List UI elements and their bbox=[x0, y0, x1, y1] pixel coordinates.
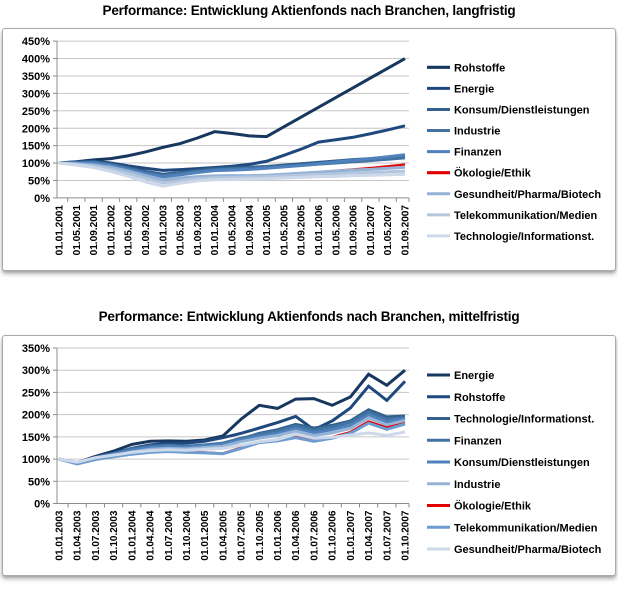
y-tick-label: 350% bbox=[21, 343, 50, 355]
legend-item-gesundheit-pharma-biotech bbox=[427, 544, 602, 556]
x-tick-label: 01.05.2002 bbox=[123, 204, 135, 256]
legend-item-energie bbox=[427, 83, 494, 95]
x-tick-label: 01.04.2004 bbox=[145, 510, 157, 561]
legend-item-finanzen bbox=[427, 435, 502, 447]
legend bbox=[427, 370, 602, 556]
legend-label: Telekommunikation/Medien bbox=[454, 209, 598, 222]
legend-label: Finanzen bbox=[454, 435, 502, 448]
x-tick-label: 01.07.2004 bbox=[163, 510, 175, 561]
y-tick-label: 300% bbox=[21, 365, 50, 378]
x-tick-label: 01.09.2007 bbox=[400, 204, 412, 256]
x-tick-label: 01.09.2003 bbox=[192, 204, 204, 256]
line-chart-langfristig bbox=[3, 29, 615, 270]
legend-label: Telekommunikation/Medien bbox=[454, 522, 598, 535]
legend-label: Ökologie/Ethik bbox=[454, 500, 532, 513]
legend-label: Konsum/Dienstleistungen bbox=[454, 104, 590, 117]
legend-item-oekologie-ethik bbox=[427, 167, 532, 180]
legend-label: Gesundheit/Pharma/Biotech bbox=[454, 544, 602, 556]
legend-label: Rohstoffe bbox=[454, 62, 506, 75]
legend-item-technologie-informationst bbox=[427, 414, 594, 426]
y-tick-label: 100% bbox=[21, 158, 50, 171]
y-tick-label: 450% bbox=[21, 36, 50, 49]
y-tick-label: 300% bbox=[21, 88, 50, 101]
x-tick-label: 01.01.2005 bbox=[262, 204, 274, 256]
legend-item-konsum-dienstleistungen bbox=[427, 457, 590, 469]
x-tick-label: 01.09.2004 bbox=[244, 204, 256, 256]
x-tick-label: 01.09.2001 bbox=[89, 204, 101, 256]
legend-item-industrie bbox=[427, 479, 500, 491]
x-tick-label: 01.10.2004 bbox=[182, 510, 193, 561]
legend-item-gesundheit-pharma-biotech bbox=[427, 189, 601, 201]
x-tick-label: 01.04.2003 bbox=[72, 510, 84, 561]
x-tick-label: 01.05.2006 bbox=[331, 204, 343, 256]
x-tick-label: 01.01.2006 bbox=[273, 510, 284, 561]
legend-item-konsum-dienstleistungen bbox=[427, 104, 590, 116]
legend-label: Technologie/Informationst. bbox=[454, 230, 595, 243]
y-tick-label: 100% bbox=[21, 454, 50, 467]
x-tick-label: 01.01.2002 bbox=[106, 204, 118, 256]
chart-title-mittelfristig: Performance: Entwicklung Aktienfonds nach Branchen, mittelfristig bbox=[98, 309, 520, 324]
y-tick-label: 200% bbox=[21, 123, 50, 136]
x-tick-label: 01.01.2003 bbox=[158, 204, 170, 256]
legend-item-industrie bbox=[427, 126, 500, 138]
x-tick-label: 01.07.2003 bbox=[90, 510, 102, 561]
x-tick-label: 01.01.2004 bbox=[210, 204, 222, 256]
y-tick-label: 250% bbox=[21, 387, 50, 400]
chart-card-langfristig bbox=[2, 28, 616, 271]
y-tick-label: 50% bbox=[27, 476, 50, 489]
y-tick-label: 0% bbox=[34, 192, 50, 205]
x-tick-label: 01.05.2001 bbox=[71, 204, 83, 256]
x-tick-label: 01.10.2003 bbox=[109, 510, 121, 561]
x-tick-label: 01.01.2007 bbox=[345, 510, 357, 561]
legend bbox=[427, 62, 601, 243]
legend-label: Ökologie/Ethik bbox=[454, 167, 531, 180]
x-tick-label: 01.01.2001 bbox=[54, 204, 66, 256]
x-tick-label: 01.10.2005 bbox=[254, 510, 266, 561]
x-tick-label: 01.01.2007 bbox=[365, 204, 377, 256]
y-tick-label: 50% bbox=[27, 175, 50, 188]
y-tick-label: 0% bbox=[34, 498, 50, 511]
x-axis-labels bbox=[55, 510, 412, 560]
y-tick-label: 350% bbox=[21, 70, 50, 84]
legend-item-rohstoffe bbox=[427, 62, 505, 74]
line-chart-mittelfristig bbox=[3, 336, 615, 575]
x-tick-label: 01.04.2007 bbox=[364, 510, 376, 561]
x-tick-label: 01.09.2006 bbox=[348, 204, 360, 256]
legend-item-telekommunikation-medien bbox=[427, 522, 598, 534]
x-tick-label: 01.10.2007 bbox=[400, 510, 412, 561]
legend-item-technologie-informationst bbox=[427, 231, 594, 243]
y-tick-label: 150% bbox=[21, 431, 50, 444]
legend-label: Rohstoffe bbox=[454, 391, 506, 404]
chart-svg bbox=[3, 29, 615, 270]
x-tick-label: 01.05.2004 bbox=[227, 204, 239, 256]
x-tick-label: 01.09.2002 bbox=[141, 204, 152, 256]
x-tick-label: 01.01.2004 bbox=[127, 510, 139, 561]
legend-item-oekologie-ethik bbox=[427, 500, 532, 513]
x-tick-label: 01.01.2003 bbox=[54, 510, 66, 561]
legend-label: Finanzen bbox=[454, 146, 502, 159]
x-tick-label: 01.05.2007 bbox=[383, 204, 395, 256]
x-tick-label: 01.04.2006 bbox=[291, 510, 303, 561]
x-tick-label: 01.01.2005 bbox=[200, 510, 212, 561]
x-tick-label: 01.09.2005 bbox=[296, 204, 308, 256]
legend-item-rohstoffe bbox=[427, 392, 505, 404]
x-tick-label: 01.10.2006 bbox=[327, 510, 339, 561]
chart-svg bbox=[3, 336, 615, 575]
legend-item-energie bbox=[427, 370, 494, 382]
legend-label: Technologie/Informationst. bbox=[454, 413, 595, 426]
x-tick-label: 01.01.2006 bbox=[314, 204, 325, 256]
x-axis-labels bbox=[55, 205, 412, 256]
chart-title-langfristig: Performance: Entwicklung Aktienfonds nach Branchen, langfristig bbox=[102, 3, 516, 18]
x-tick-label: 01.05.2003 bbox=[175, 204, 187, 256]
legend-item-telekommunikation-medien bbox=[427, 210, 597, 222]
y-tick-label: 250% bbox=[21, 105, 50, 118]
x-tick-label: 01.07.2006 bbox=[309, 510, 321, 561]
legend-label: Gesundheit/Pharma/Biotech bbox=[454, 188, 602, 201]
x-tick-label: 01.07.2005 bbox=[236, 510, 248, 561]
legend-item-finanzen bbox=[427, 147, 502, 159]
legend-label: Energie bbox=[454, 83, 495, 96]
y-tick-label: 400% bbox=[21, 53, 50, 66]
y-tick-label: 150% bbox=[21, 140, 50, 153]
legend-label: Industrie bbox=[454, 478, 501, 491]
x-tick-label: 01.05.2005 bbox=[279, 204, 291, 256]
legend-label: Energie bbox=[454, 370, 495, 382]
legend-label: Industrie bbox=[454, 125, 501, 138]
legend-label: Konsum/Dienstleistungen bbox=[454, 457, 590, 469]
y-tick-label: 200% bbox=[21, 409, 50, 422]
x-tick-label: 01.04.2005 bbox=[218, 510, 230, 561]
x-tick-label: 01.07.2007 bbox=[382, 510, 394, 561]
series-line-energie bbox=[59, 370, 405, 462]
chart-card-mittelfristig bbox=[2, 335, 616, 576]
